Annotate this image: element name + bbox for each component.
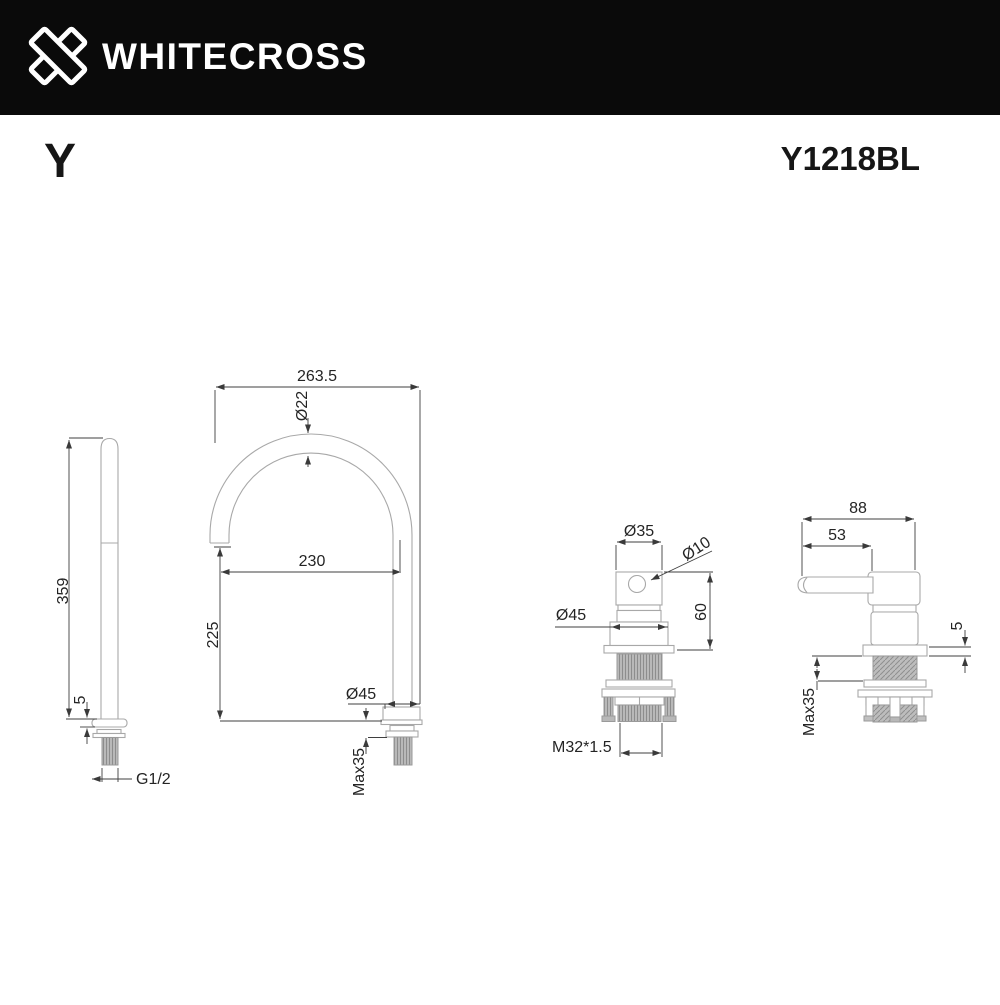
dim-spout-height: 225 [205, 621, 222, 649]
threaded-section [873, 656, 917, 680]
valve-body-top [868, 572, 920, 605]
valve-body-mid [617, 611, 661, 623]
dim-overall-width: 263.5 [296, 368, 338, 385]
washer-flange [93, 734, 125, 738]
locknut-block-right [900, 705, 917, 722]
spout-arc-inner [229, 453, 393, 707]
valve-stem-tip [890, 717, 900, 722]
washer-flange [386, 731, 418, 737]
locknut-lug-left [604, 697, 613, 716]
valve-front-view [552, 523, 714, 757]
deck-flange [863, 645, 927, 656]
spout-side-view [55, 438, 171, 788]
dim-thread-size: G1/2 [136, 771, 171, 788]
deck-plate [604, 646, 674, 654]
dim-hole-diameter: Ø10 [679, 533, 714, 565]
threaded-stud [102, 738, 118, 766]
valve-joint [618, 605, 660, 611]
deck-plate [92, 719, 127, 727]
whitecross-x-logo-icon [26, 24, 90, 88]
spout-arc-outer [210, 434, 412, 707]
handle-lever [798, 577, 873, 593]
valve-body-base [871, 612, 918, 645]
spout-tube-outline [101, 439, 118, 720]
locknut-foot-right [663, 716, 676, 722]
threaded-section [617, 654, 662, 680]
base-flange [383, 707, 420, 720]
valve-stem [890, 697, 900, 717]
dim-max-deck-thickness: Max35 [801, 687, 818, 737]
model-number: Y1218BL [780, 140, 920, 177]
brand-header [0, 0, 1000, 115]
dim-tube-diameter: Ø22 [294, 390, 311, 422]
dim-handle-length: 53 [828, 527, 846, 544]
washer-top [390, 726, 414, 732]
valve-side-view [798, 500, 971, 736]
locknut-body [618, 705, 661, 722]
dim-base-diameter: Ø45 [345, 686, 377, 703]
washer-flange [858, 690, 932, 697]
threaded-stud [394, 737, 412, 765]
washer-flange [602, 689, 675, 697]
locknut-foot-left [602, 716, 615, 722]
dim-valve-height: 60 [693, 603, 710, 621]
dim-flange-thickness: 5 [949, 621, 966, 631]
valve-joint [873, 605, 916, 612]
dim-body-diameter: Ø35 [623, 523, 655, 540]
valve-body-base [610, 622, 668, 646]
washer-top [864, 680, 926, 687]
series-label: Y [44, 135, 77, 188]
dim-spout-height: 359 [55, 577, 72, 605]
dim-plate-thickness: 5 [72, 695, 89, 705]
deck-plate [381, 720, 422, 725]
dim-thread-size: M32*1.5 [552, 739, 612, 756]
spout-front-view [205, 368, 422, 796]
dim-spout-reach: 230 [298, 553, 326, 570]
dim-max-deck-thickness: Max35 [351, 747, 368, 797]
washer-top [97, 730, 121, 734]
washer-top [606, 680, 672, 687]
brand-name: WHITECROSS [102, 36, 368, 77]
dim-base-diameter: Ø45 [555, 607, 587, 624]
dim-overall-depth: 88 [849, 500, 867, 517]
handle-hole [629, 576, 646, 593]
locknut-lug-right [665, 697, 674, 716]
locknut-block-left [873, 705, 890, 722]
